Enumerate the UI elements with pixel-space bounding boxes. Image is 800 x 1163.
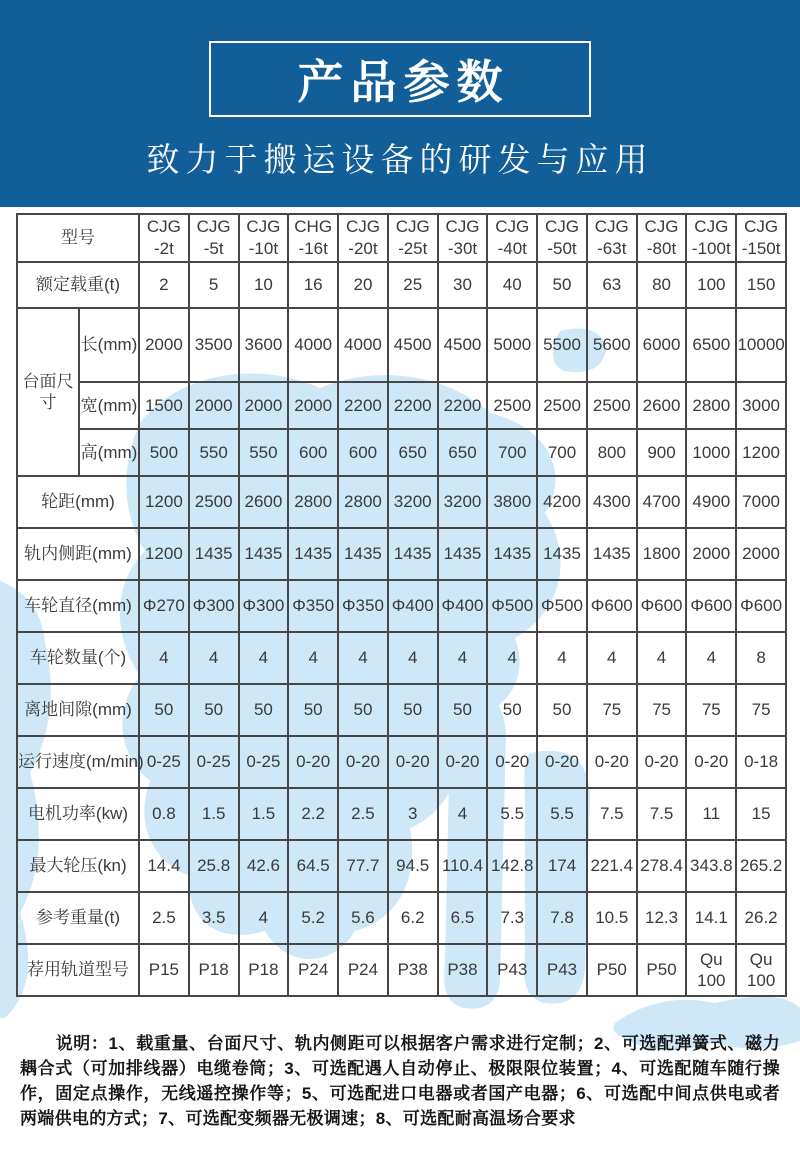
spec-row [17,684,786,736]
value-cell: 700 [537,429,587,476]
product-spec-table [16,213,787,997]
row-label: 长(mm) [79,308,139,382]
value-cell: 2500 [537,382,587,429]
model-header-cell: CHG -16t [288,214,338,262]
value-cell: P50 [587,944,637,996]
value-cell: 5.6 [338,892,388,944]
value-cell: P38 [388,944,438,996]
value-cell: 142.8 [487,840,537,892]
value-cell: 6.2 [388,892,438,944]
value-cell: 0-20 [686,736,736,788]
value-cell: 4000 [288,308,338,382]
value-cell: 1435 [438,528,488,580]
value-cell: 20 [338,262,388,308]
value-cell: 0-20 [487,736,537,788]
value-cell: 7000 [736,476,786,528]
value-cell: 278.4 [637,840,687,892]
spec-row [17,382,786,429]
value-cell: 6500 [686,308,736,382]
value-cell: 50 [239,684,289,736]
value-cell: 0-25 [189,736,239,788]
value-cell: 4500 [388,308,438,382]
model-header-cell: CJG -40t [487,214,537,262]
value-cell: 600 [288,429,338,476]
value-cell: 650 [388,429,438,476]
value-cell: 600 [338,429,388,476]
spec-row [17,528,786,580]
value-cell: 4200 [537,476,587,528]
value-cell: 4 [438,788,488,840]
value-cell: 2200 [388,382,438,429]
value-cell: 3500 [189,308,239,382]
value-cell: 1000 [686,429,736,476]
value-cell: 2000 [189,382,239,429]
value-cell: 1200 [139,528,189,580]
row-label: 高(mm) [79,429,139,476]
model-header-cell: CJG -10t [239,214,289,262]
value-cell: 50 [438,684,488,736]
value-cell: 4 [139,632,189,684]
value-cell: 50 [537,684,587,736]
value-cell: 4300 [587,476,637,528]
value-cell: 5000 [487,308,537,382]
value-cell: P24 [338,944,388,996]
value-cell: 25 [388,262,438,308]
value-cell: 0-18 [736,736,786,788]
value-cell: 50 [139,684,189,736]
value-cell: 10000 [736,308,786,382]
value-cell: 2500 [487,382,537,429]
value-cell: 1435 [537,528,587,580]
value-cell: 2000 [239,382,289,429]
value-cell: Φ400 [438,580,488,632]
value-cell: 4 [537,632,587,684]
value-cell: 77.7 [338,840,388,892]
value-cell: 1500 [139,382,189,429]
value-cell: 2600 [637,382,687,429]
value-cell: 2000 [736,528,786,580]
value-cell: 5.2 [288,892,338,944]
value-cell: 1435 [189,528,239,580]
spec-row [17,632,786,684]
model-header-cell: CJG -63t [587,214,637,262]
model-header-cell: CJG -30t [438,214,488,262]
value-cell: Φ600 [736,580,786,632]
value-cell: Φ300 [189,580,239,632]
value-cell: 4 [487,632,537,684]
value-cell: 6.5 [438,892,488,944]
value-cell: 4000 [338,308,388,382]
model-header-cell: CJG -20t [338,214,388,262]
value-cell: 4 [338,632,388,684]
spec-row [17,429,786,476]
value-cell: 3200 [438,476,488,528]
value-cell: 2800 [288,476,338,528]
value-cell: 0.8 [139,788,189,840]
value-cell: P43 [537,944,587,996]
value-cell: 100 [686,262,736,308]
value-cell: 75 [637,684,687,736]
value-cell: 75 [587,684,637,736]
value-cell: 80 [637,262,687,308]
value-cell: 4 [388,632,438,684]
value-cell: 1200 [139,476,189,528]
value-cell: Φ300 [239,580,289,632]
value-cell: 700 [487,429,537,476]
content [0,213,800,1163]
value-cell: 343.8 [686,840,736,892]
value-cell: 50 [388,684,438,736]
model-header-cell: CJG -100t [686,214,736,262]
value-cell: 63 [587,262,637,308]
value-cell: 221.4 [587,840,637,892]
value-cell: 1800 [637,528,687,580]
value-cell: 4 [239,632,289,684]
value-cell: 265.2 [736,840,786,892]
value-cell: 12.3 [637,892,687,944]
banner [0,0,800,207]
spec-row [17,476,786,528]
value-cell: 50 [487,684,537,736]
value-cell: 64.5 [288,840,338,892]
value-cell: 3 [388,788,438,840]
value-cell: Φ270 [139,580,189,632]
value-cell: 1435 [587,528,637,580]
value-cell: 2 [139,262,189,308]
value-cell: 2000 [139,308,189,382]
value-cell: 2200 [338,382,388,429]
value-cell: 25.8 [189,840,239,892]
value-cell: 4700 [637,476,687,528]
value-cell: 5 [189,262,239,308]
group-label: 台面尺寸 [17,308,79,476]
value-cell: 0-20 [537,736,587,788]
value-cell: 8 [736,632,786,684]
value-cell: 4 [239,892,289,944]
value-cell: 5.5 [537,788,587,840]
value-cell: 550 [239,429,289,476]
spec-row [17,580,786,632]
value-cell: 4 [686,632,736,684]
row-label: 参考重量(t) [17,892,139,944]
value-cell: 11 [686,788,736,840]
value-cell: 30 [438,262,488,308]
value-cell: 4 [587,632,637,684]
row-label: 运行速度(m/min) [17,736,139,788]
value-cell: 1435 [338,528,388,580]
value-cell: 40 [487,262,537,308]
value-cell: 50 [537,262,587,308]
value-cell: 2.5 [139,892,189,944]
value-cell: P18 [239,944,289,996]
value-cell: 650 [438,429,488,476]
value-cell: 3.5 [189,892,239,944]
value-cell: Φ350 [338,580,388,632]
spec-row [17,788,786,840]
row-label: 轨内侧距(mm) [17,528,139,580]
value-cell: 0-20 [338,736,388,788]
value-cell: 0-20 [388,736,438,788]
value-cell: 14.1 [686,892,736,944]
value-cell: 2500 [587,382,637,429]
value-cell: 7.5 [637,788,687,840]
row-label: 车轮数量(个) [17,632,139,684]
row-label: 车轮直径(mm) [17,580,139,632]
value-cell: 1435 [288,528,338,580]
value-cell: 1435 [487,528,537,580]
value-cell: 0-20 [438,736,488,788]
value-cell: 1.5 [239,788,289,840]
banner-subtitle: 致力于搬运设备的研发与应用 [146,141,654,178]
value-cell: 500 [139,429,189,476]
value-cell: 3800 [487,476,537,528]
value-cell: 0-20 [288,736,338,788]
value-cell: 550 [189,429,239,476]
value-cell: 2000 [288,382,338,429]
spec-row [17,944,786,996]
model-header-cell: CJG -80t [637,214,687,262]
value-cell: 50 [288,684,338,736]
row-label: 最大轮压(kn) [17,840,139,892]
value-cell: Φ600 [587,580,637,632]
value-cell: 2.5 [338,788,388,840]
value-cell: 4 [438,632,488,684]
value-cell: 800 [587,429,637,476]
value-cell: 42.6 [239,840,289,892]
value-cell: P50 [637,944,687,996]
model-header-cell: CJG -150t [736,214,786,262]
row-label: 电机功率(kw) [17,788,139,840]
row-label: 离地间隙(mm) [17,684,139,736]
value-cell: 2000 [686,528,736,580]
value-cell: 7.5 [587,788,637,840]
value-cell: Φ600 [637,580,687,632]
spec-row [17,840,786,892]
value-cell: 7.3 [487,892,537,944]
value-cell: 4 [637,632,687,684]
value-cell: 6000 [637,308,687,382]
value-cell: 5.5 [487,788,537,840]
spec-row [17,892,786,944]
model-header-row [17,214,786,262]
row-label: 荐用轨道型号 [17,944,139,996]
value-cell: Qu 100 [736,944,786,996]
value-cell: 94.5 [388,840,438,892]
note-text: 说明：1、载重量、台面尺寸、轨内侧距可以根据客户需求进行定制；2、可选配弹簧式、磁力耦合式（可加排线器）电缆卷筒；3、可选配遇人自动停止、极限限位装置；4、可选配随车随行操作，固定点操作，无线遥控操作等；5、可选配进口电器或者国产电器；6、可选配中间点供电或者两端供电的方式；7、可选配变频器无极调速；8、可选配耐高温场合要求 [20,1034,780,1128]
value-cell: Qu 100 [686,944,736,996]
value-cell: P38 [438,944,488,996]
value-cell: 10.5 [587,892,637,944]
value-cell: P43 [487,944,537,996]
value-cell: 2.2 [288,788,338,840]
value-cell: P18 [189,944,239,996]
value-cell: 5600 [587,308,637,382]
spec-row [17,308,786,382]
value-cell: 50 [338,684,388,736]
model-header-cell: CJG -50t [537,214,587,262]
value-cell: 0-20 [637,736,687,788]
value-cell: 3000 [736,382,786,429]
value-cell: 1200 [736,429,786,476]
row-label: 宽(mm) [79,382,139,429]
value-cell: 4900 [686,476,736,528]
model-row-label: 型号 [17,214,139,262]
value-cell: Φ400 [388,580,438,632]
value-cell: 4500 [438,308,488,382]
value-cell: 0-25 [239,736,289,788]
value-cell: P15 [139,944,189,996]
value-cell: 7.8 [537,892,587,944]
value-cell: 4 [189,632,239,684]
value-cell: 14.4 [139,840,189,892]
value-cell: Φ500 [487,580,537,632]
row-label: 轮距(mm) [17,476,139,528]
value-cell: 0-25 [139,736,189,788]
value-cell: 150 [736,262,786,308]
value-cell: 110.4 [438,840,488,892]
row-label: 额定载重(t) [17,262,139,308]
value-cell: 1435 [239,528,289,580]
value-cell: 2500 [189,476,239,528]
value-cell: 75 [686,684,736,736]
value-cell: 0-20 [587,736,637,788]
value-cell: 2800 [686,382,736,429]
model-header-cell: CJG -25t [388,214,438,262]
value-cell: 75 [736,684,786,736]
model-header-cell: CJG -2t [139,214,189,262]
spec-row [17,262,786,308]
value-cell: 1.5 [189,788,239,840]
value-cell: 50 [189,684,239,736]
page-title: 产品参数 [297,56,510,108]
spec-row [17,736,786,788]
title-box [209,41,591,117]
value-cell: 174 [537,840,587,892]
value-cell: 26.2 [736,892,786,944]
value-cell: P24 [288,944,338,996]
value-cell: 3600 [239,308,289,382]
value-cell: Φ500 [537,580,587,632]
value-cell: 2600 [239,476,289,528]
value-cell: 900 [637,429,687,476]
value-cell: Φ350 [288,580,338,632]
value-cell: 5500 [537,308,587,382]
value-cell: 2800 [338,476,388,528]
value-cell: 1435 [388,528,438,580]
value-cell: 16 [288,262,338,308]
value-cell: Φ600 [686,580,736,632]
value-cell: 2200 [438,382,488,429]
value-cell: 4 [288,632,338,684]
value-cell: 10 [239,262,289,308]
model-header-cell: CJG -5t [189,214,239,262]
value-cell: 3200 [388,476,438,528]
value-cell: 15 [736,788,786,840]
